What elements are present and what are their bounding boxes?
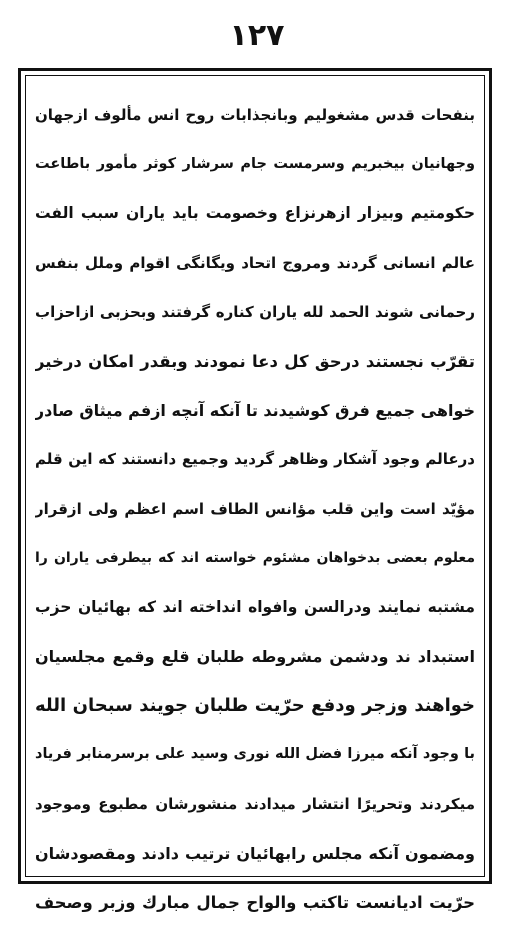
text-line: ومضمون آنكه مجلس رابهائيان ترتيب دادند ومقصودشان	[35, 843, 475, 863]
text-line: مؤيّد است واين قلب مؤانس الطاف اسم اعظم ولى ازقرار	[35, 499, 475, 518]
text-line: ميكردند وتحريرًا انتشار ميدادند منشورشان مطبوع وموجود	[35, 794, 475, 813]
text-line: حرّيت اديانست تاكتب والواح جمال مبارك وزبر وصحف	[35, 893, 475, 912]
text-line: درعالم وجود آشكار وظاهر گرديد وجميع دانستند كه اين قلم	[35, 450, 475, 469]
text-line: وجهانيان بيخبريم وسرمست جام سرشار كوثر مأمور باطاعت	[35, 156, 475, 173]
page-number: ١٢٧	[229, 18, 285, 53]
text-line: عالم انسانى گردند ومروج اتحاد ويگانگى اقوام وملل بنفس	[35, 253, 475, 272]
page-border	[18, 68, 492, 912]
text-line: حكومتيم وبيزار ازهرنزاع وخصومت بايد ياران سبب الفت	[35, 204, 475, 223]
text-line: خواهند وزجر ودفع حرّيت طلبان جويند سبحان الله	[35, 695, 475, 717]
text-line: تقرّب نجستند درحق كل دعا نمودند وبقدر امكان درخير	[35, 351, 475, 371]
text-line: معلوم بعضى بدخواهان مشئوم خواسته اند كه بيطرفى ياران را	[35, 549, 475, 566]
body-text	[35, 91, 475, 912]
text-line: مشتبه نمايند ودرالسن وافواه انداخته اند كه بهائيان حزب	[35, 597, 475, 616]
text-line: خواهى جميع فرق كوشيدند تا آنكه آنچه ازفم ميثاق صادر	[35, 401, 475, 421]
text-line: استبداد ند ودشمن مشروطه طلبان قلع وقمع مجلسيان	[35, 647, 475, 667]
text-line: رحمانى شوند الحمد لله ياران كناره گرفتند وبحزبى ازاحزاب	[35, 302, 475, 321]
text-line: بنفحات قدس مشغوليم وبانجذابات روح انس مألوف ازجهان	[35, 106, 475, 124]
text-line: با وجود آنكه ميرزا فضل الله نورى وسيد على برسرمنابر فرياد	[35, 746, 475, 763]
